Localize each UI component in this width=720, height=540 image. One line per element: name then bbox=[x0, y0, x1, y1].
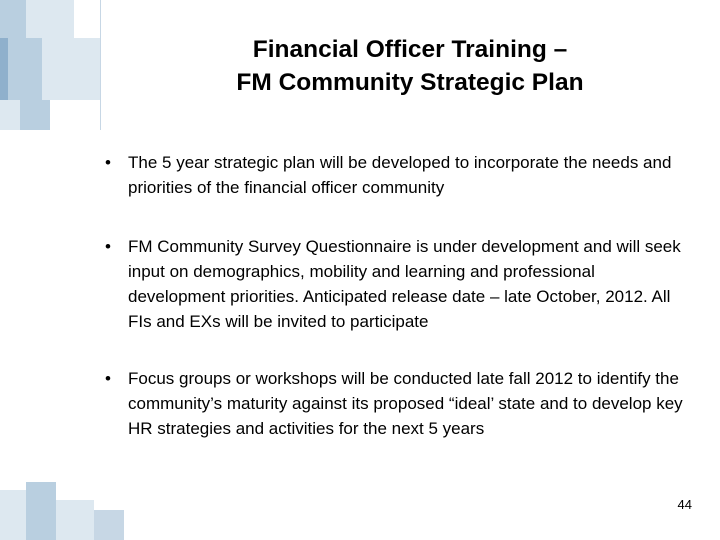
bullet-list bbox=[105, 150, 685, 441]
page-number: 44 bbox=[677, 497, 692, 512]
slide-title bbox=[150, 33, 670, 99]
deco-block bbox=[94, 510, 124, 540]
bullet-item bbox=[105, 234, 685, 334]
bullet-item bbox=[105, 366, 685, 441]
bullet-item bbox=[105, 150, 685, 200]
deco-block bbox=[26, 0, 74, 38]
deco-block bbox=[0, 100, 20, 130]
deco-block bbox=[0, 0, 26, 38]
deco-block bbox=[8, 38, 42, 100]
bullet-dot: • bbox=[105, 369, 111, 388]
deco-block bbox=[42, 38, 100, 100]
deco-block bbox=[26, 482, 56, 540]
bullet-text: The 5 year strategic plan will be developed to incorporate the needs and priorities of the financial officer community bbox=[128, 153, 672, 197]
bullet-dot: • bbox=[105, 237, 111, 256]
deco-block bbox=[20, 100, 50, 130]
deco-block bbox=[0, 490, 26, 540]
deco-block bbox=[0, 38, 8, 100]
bullet-text: FM Community Survey Questionnaire is under development and will seek input on demographics, mobility and learning and professional development priorities. Anticipated release date – late October, 2012. All FIs and EXs will be invited to participate bbox=[128, 237, 681, 331]
deco-line bbox=[100, 0, 101, 130]
bullet-text: Focus groups or workshops will be conducted late fall 2012 to identify the community’s maturity against its proposed “ideal’ state and to develop key HR strategies and activities for the next 5 years bbox=[128, 369, 683, 438]
title-line-1: Financial Officer Training – bbox=[252, 36, 568, 63]
bullet-dot: • bbox=[105, 153, 111, 172]
deco-block bbox=[56, 500, 94, 540]
title-line-2: FM Community Strategic Plan bbox=[236, 69, 584, 96]
